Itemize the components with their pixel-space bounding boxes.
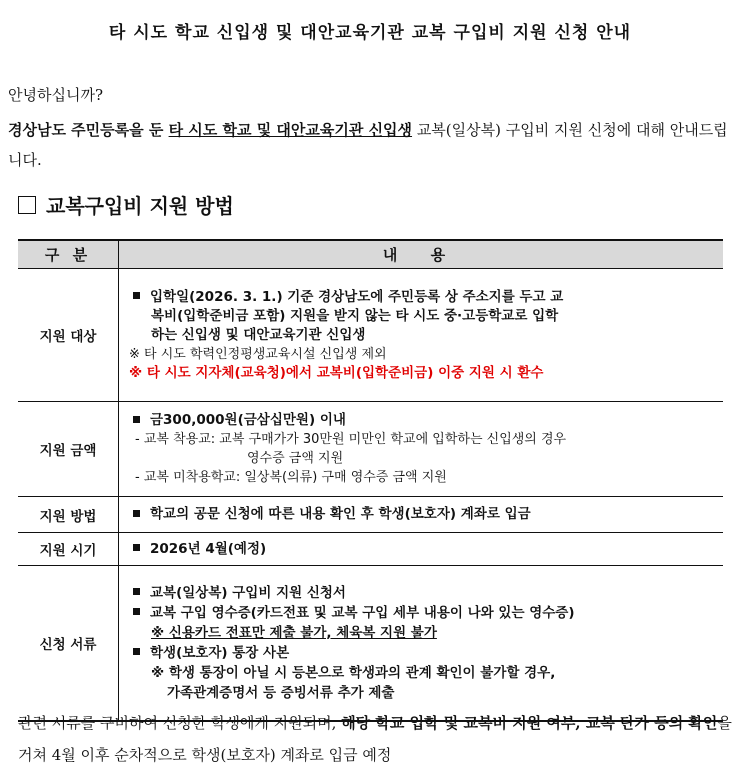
table-row [18,402,723,497]
row-content [119,533,724,566]
checkbox-square-icon [18,196,36,214]
section-title: 교복구입비 지원 방법 [46,194,234,218]
exclusion-note: ※ 타 시도 학력인정평생교육시설 신입생 제외 [129,346,387,362]
bullet-square-icon [133,544,140,551]
footer-highlight: 해당 학교 입학 및 교복비 지원 여부, 교복 단가 등의 확인 [341,714,718,732]
amount-sub: - 교복 착용교: 교복 구매가가 30만원 미만인 학교에 입학하는 신입생의 경우 [135,432,567,447]
target-line: 입학일(2026. 3. 1.) 기준 경상남도에 주민등록 상 주소지를 두고 교 [150,288,564,305]
method-line: 학교의 공문 신청에 따른 내용 확인 후 학생(보호자) 계좌로 입금 [150,506,531,522]
row-content [119,566,724,721]
intro-paragraph [8,115,734,175]
intro-part3: 교복(일상복) 구입비 지원 신청에 대해 안내드립니다. [8,121,728,169]
support-table [18,239,723,722]
row-key: 지원 대상 [18,269,119,402]
row-content [119,269,724,402]
greeting: 안녕하십니까? [8,86,103,104]
bullet-square-icon [133,416,140,423]
row-key: 신청 서류 [18,566,119,721]
bullet-square-icon [133,292,140,299]
page-title: 타 시도 학교 신입생 및 대안교육기관 교복 구입비 지원 신청 안내 [108,23,632,43]
section-heading [18,190,234,219]
row-content [119,497,724,533]
intro-part1: 경상남도 주민등록을 둔 [8,121,169,139]
document-item: 교복(일상복) 구입비 지원 신청서 [150,584,346,601]
table-row [18,497,723,533]
footer-part3: 을 거쳐 4월 이후 순차적으로 학생(보호자) 계좌로 입금 예정 [18,714,732,764]
footer-part1: 관련 서류를 구비하여 신청한 학생에게 지원되며, [18,714,342,732]
document-note: ※ 학생 통장이 아닐 시 등본으로 학생과의 관계 확인이 불가할 경우, [151,664,556,681]
footer-notice [18,707,732,771]
header-category: 구 분 [18,240,119,269]
header-content: 내 용 [119,240,724,269]
table-row [18,269,723,402]
amount-sub: 영수증 금액 지원 [247,451,344,466]
bullet-square-icon [133,510,140,517]
row-key: 지원 시기 [18,533,119,566]
document-note: ※ 신용카드 전표만 제출 불가, 체육복 지원 불가 [151,624,437,641]
refund-warning: ※ 타 시도 지자체(교육청)에서 교복비(입학준비금) 이중 지원 시 환수 [129,364,544,381]
document-note: 가족관계증명서 등 증빙서류 추가 제출 [167,684,395,701]
timing-line: 2026년 4월(예정) [150,540,267,557]
document-item: 학생(보호자) 통장 사본 [150,644,290,661]
document-item: 교복 구입 영수증(카드전표 및 교복 구입 세부 내용이 나와 있는 영수증) [150,604,575,621]
table-row [18,533,723,566]
row-content [119,402,724,497]
target-line: 복비(입학준비금 포함) 지원을 받지 않는 타 시도 중·고등학교로 입학 [151,307,559,324]
target-line: 하는 신입생 및 대안교육기관 신입생 [151,326,366,343]
amount-line: 금300,000원(금삼십만원) 이내 [150,412,346,428]
row-key: 지원 금액 [18,402,119,497]
intro-target-highlight: 타 시도 학교 및 대안교육기관 신입생 [168,121,413,139]
bullet-square-icon [133,648,140,655]
table-row [18,566,723,721]
bullet-square-icon [133,588,140,595]
bullet-square-icon [133,608,140,615]
amount-sub: - 교복 미착용학교: 일상복(의류) 구매 영수증 금액 지원 [135,470,447,485]
table-header-row [18,240,723,269]
row-key: 지원 방법 [18,497,119,533]
